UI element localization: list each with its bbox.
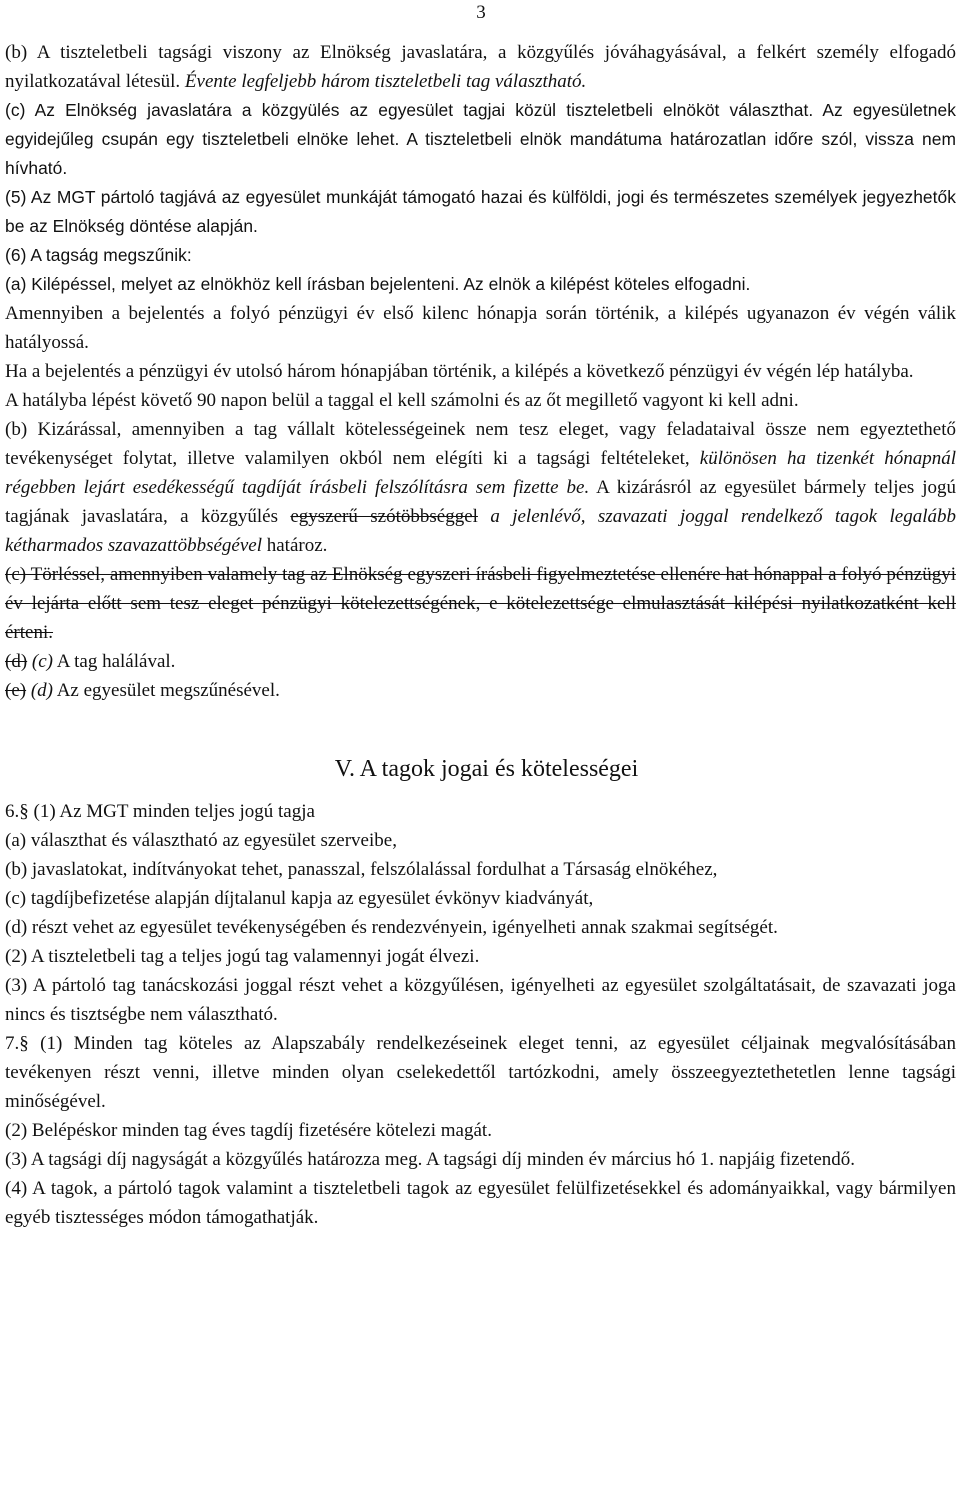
paragraph-7-1: 7.§ (1) Minden tag köteles az Alapszabály rendelkezéseinek eleget tenni, az egyesület céljainak megvalósításában tevékenyen részt venni, illetve minden olyan cselekedettől tartózkodni, amely összeegyeztethetetlen lenne tagsági minőségével.	[5, 1033, 956, 1112]
paragraph-last-three-months: Ha a bejelentés a pénzügyi év utolsó három hónapjában történik, a kilépés a következő pénzügyi év végén lép hatályba.	[5, 361, 914, 382]
paragraph-dissolution	[5, 676, 956, 705]
struck-label-d: (d)	[5, 651, 28, 672]
italic-honorary-limit: Évente legfeljebb három tiszteletbeli tag választható.	[184, 71, 587, 92]
chapter-title: V. A tagok jogai és kötelességei	[334, 756, 639, 782]
paragraph-deletion-struck	[5, 560, 956, 647]
struck-label-e: (e)	[5, 680, 27, 701]
italic-label-d: (d)	[30, 680, 53, 701]
paragraph-6-b: (b) javaslatokat, indítványokat tehet, panasszal, felszólalással fordulhat a Társaság elnökéhez,	[5, 859, 718, 880]
paragraph-honorary-membership	[5, 38, 956, 96]
document-body	[5, 38, 956, 1232]
paragraph-6-1: 6.§ (1) Az MGT minden teljes jogú tagja	[5, 801, 315, 822]
text-exclusion-end: határoz.	[266, 535, 328, 556]
text-exclusion-middle: A kizárásról az egyesület bármely teljes jogú tagjának javaslatára, a közgyűlés	[5, 477, 957, 527]
paragraph-6-d: (d) részt vehet az egyesület tevékenységében és rendezvényein, igényelheti annak szakmai segítségét.	[5, 917, 778, 938]
paragraph-6-2: (2) A tiszteletbeli tag a teljes jogú tag valamennyi jogát élvezi.	[5, 946, 480, 967]
paragraph-settlement-90-days: A hatályba lépést követő 90 napon belül a taggal el kell számolni és az őt megillető vagyont ki kell adni.	[5, 390, 799, 411]
page-number: 3	[476, 2, 486, 23]
italic-label-c: (c)	[31, 651, 53, 672]
text-dissolution: Az egyesület megszűnésével.	[56, 680, 280, 701]
paragraph-death	[5, 647, 956, 676]
italic-exclusion-insert: különösen ha tizenkét hónapnál régebben lejárt esedékességű tagdíját írásbeli felszólításra sem fizette be.	[5, 448, 956, 498]
paragraph-honorary-president: (c) Az Elnökség javaslatára a közgyülés az egyesület tagjai közül tiszteletbeli elnököt választhat. Az egyesületnek egyidejűleg csupán egy tiszteletbeli elnöke lehet. A tiszteletbeli elnök mandátuma határozatlan időre szól, vissza nem hívható.	[5, 100, 956, 178]
struck-deletion-text: (c) Törléssel, amennyiben valamely tag az Elnökség egyszeri írásbeli figyelmeztetése ellenére hat hónappal a folyó pénzügyi év lejárta előtt sem tesz eleget pénzügyi kötelezettségének, e kötelezettsége elmulasztását kilépési nyilatkozatként kell érteni.	[5, 564, 956, 643]
paragraph-7-3: (3) A tagsági díj nagyságát a közgyűlés határozza meg. A tagsági díj minden év március hó 1. napjáig fizetendő.	[5, 1149, 856, 1170]
paragraph-first-nine-months: Amennyiben a bejelentés a folyó pénzügyi év első kilenc hónapja során történik, a kilépés ugyanazon év végén válik hatályossá.	[5, 303, 956, 353]
struck-simple-majority: egyszerű szótöbbséggel	[290, 506, 478, 527]
text-exclusion-intro: (b) Kizárással, amennyiben a tag vállalt kötelességeinek nem tesz eleget, vagy feladataival össze nem egyeztethető tevékenységet folytat, illetve valamilyen okból nem elégíti ki a tagsági feltételeket,	[5, 419, 956, 469]
paragraph-6-3: (3) A pártoló tag tanácskozási joggal részt vehet a közgyűlésen, igényelheti az egyesület szolgáltatásait, de szavazati joga nincs és tisztségbe nem választható.	[5, 975, 956, 1025]
text-death: A tag halálával.	[56, 651, 176, 672]
paragraph-exclusion	[5, 415, 956, 560]
paragraph-supporting-members: (5) Az MGT pártoló tagjává az egyesület munkáját támogató hazai és külföldi, jogi és természetes személyek jegyezhetők be az Elnökség döntése alapján.	[5, 187, 956, 236]
paragraph-6-a: (a) választhat és választható az egyesület szerveibe,	[5, 830, 397, 851]
text-honorary-membership: (b) A tiszteletbeli tagsági viszony az Elnökség javaslatára, a közgyűlés jóváhagyásával, a felkért személy elfogadó nyilatkozatával létesül.	[5, 42, 956, 92]
paragraph-6-c: (c) tagdíjbefizetése alapján díjtalanul kapja az egyesület évkönyv kiadványát,	[5, 888, 594, 909]
paragraph-resignation: (a) Kilépéssel, melyet az elnökhöz kell írásban bejelenteni. Az elnök a kilépést köteles elfogadni.	[5, 274, 751, 294]
italic-two-thirds-majority: a jelenlévő, szavazati joggal rendelkező tagok legalább kétharmados szavazattöbbségével	[5, 506, 956, 556]
paragraph-termination-heading: (6) A tagság megszűnik:	[5, 245, 192, 265]
paragraph-7-2: (2) Belépéskor minden tag éves tagdíj fizetésére kötelezi magát.	[5, 1120, 492, 1141]
paragraph-7-4: (4) A tagok, a pártoló tagok valamint a tiszteletbeli tagok az egyesület felülfizetésekkel és adományaikkal, vagy bármilyen egyéb tisztességes módon támogathatják.	[5, 1178, 956, 1228]
